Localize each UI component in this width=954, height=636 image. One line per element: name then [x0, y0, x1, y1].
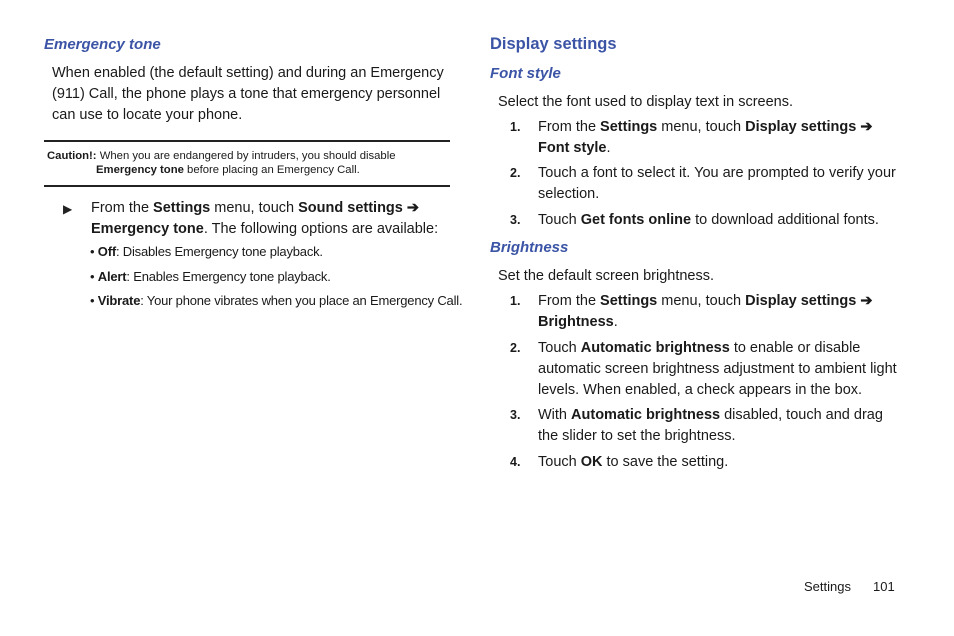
text: From the: [538, 293, 597, 309]
font-step-1: [538, 117, 898, 159]
font-step-2: Touch a font to select it. You are prompted to verify your selection.: [538, 165, 896, 202]
step-bold-path: Sound settings ➔ Emergency tone: [91, 200, 420, 237]
footer-section: Settings: [804, 579, 851, 594]
bright-step-number: 4.: [510, 455, 521, 469]
step-text-c: . The following options are available:: [203, 221, 439, 237]
caution-note: [47, 149, 447, 177]
step-bold-settings: Settings: [153, 200, 211, 216]
bright-step-number: 1.: [510, 294, 521, 308]
display-settings-heading: Display settings: [490, 35, 617, 53]
bold: Display settings ➔ Font style: [538, 119, 873, 156]
text: .: [613, 314, 618, 330]
bold: OK: [580, 454, 603, 470]
caution-bold: Emergency tone: [96, 164, 184, 176]
option-alert: [90, 268, 331, 286]
emergency-tone-heading: Emergency tone: [44, 36, 161, 53]
step-text-b: menu, touch: [214, 200, 295, 216]
text: .: [606, 140, 611, 156]
brightness-heading: Brightness: [490, 239, 569, 256]
bright-step-number: 2.: [510, 341, 521, 355]
font-style-intro: Select the font used to display text in screens.: [498, 94, 793, 110]
text: Touch: [538, 454, 577, 470]
option-name: Vibrate: [97, 293, 141, 308]
bold: Settings: [600, 293, 658, 309]
option-desc: : Your phone vibrates when you place an Emergency Call.: [140, 293, 463, 308]
option-off: [90, 243, 323, 261]
brightness-intro: Set the default screen brightness.: [498, 268, 715, 284]
text: disabled, touch and drag the slider to set the brightness.: [538, 407, 883, 444]
text: menu, touch: [661, 119, 742, 135]
bold: Automatic brightness: [580, 340, 730, 356]
bullet: •: [90, 269, 95, 284]
text: With: [538, 407, 567, 423]
emergency-tone-intro: When enabled (the default setting) and during an Emergency (911) Call, the phone plays a tone that emergency personnel can use to locate your phone.: [52, 65, 444, 123]
option-desc: : Disables Emergency tone playback.: [115, 244, 323, 259]
bright-step-4: [538, 452, 898, 473]
font-step-number: 1.: [510, 120, 521, 134]
sound-settings-step: [91, 198, 451, 240]
text: menu, touch: [661, 293, 742, 309]
caution-text-b: before placing an Emergency Call.: [187, 164, 360, 176]
bold: Get fonts online: [580, 212, 692, 228]
bullet: •: [90, 293, 95, 308]
page-number: 101: [873, 579, 895, 594]
bold: Display settings ➔ Brightness: [538, 293, 873, 330]
text: to download additional fonts.: [695, 212, 879, 228]
text: From the: [538, 119, 597, 135]
option-name: Alert: [97, 269, 127, 284]
text: to enable or disable automatic screen brightness adjustment to ambient light levels. When enabled, a check appears in the box.: [538, 340, 897, 398]
option-name: Off: [97, 244, 116, 259]
bright-step-3: [538, 405, 898, 447]
caution-label: Caution!:: [47, 150, 97, 162]
text: Touch: [538, 340, 577, 356]
caution-text-a: When you are endangered by intruders, you should disable: [99, 150, 396, 162]
text: Touch: [538, 212, 577, 228]
option-vibrate: [90, 292, 462, 310]
text: to save the setting.: [606, 454, 729, 470]
bold: Settings: [600, 119, 658, 135]
step-text-a: From the: [91, 200, 150, 216]
font-style-heading: Font style: [490, 65, 561, 82]
font-step-number: 2.: [510, 166, 521, 180]
option-desc: : Enables Emergency tone playback.: [126, 269, 331, 284]
bright-step-2: [538, 338, 908, 401]
bold: Automatic brightness: [571, 407, 721, 423]
step-arrow-icon: ▶: [63, 202, 73, 216]
font-step-number: 3.: [510, 213, 521, 227]
caution-top-rule: [44, 140, 450, 142]
bright-step-1: [538, 291, 898, 333]
caution-bottom-rule: [44, 185, 450, 187]
bullet: •: [90, 244, 95, 259]
bright-step-number: 3.: [510, 408, 521, 422]
font-step-3: [538, 210, 908, 231]
